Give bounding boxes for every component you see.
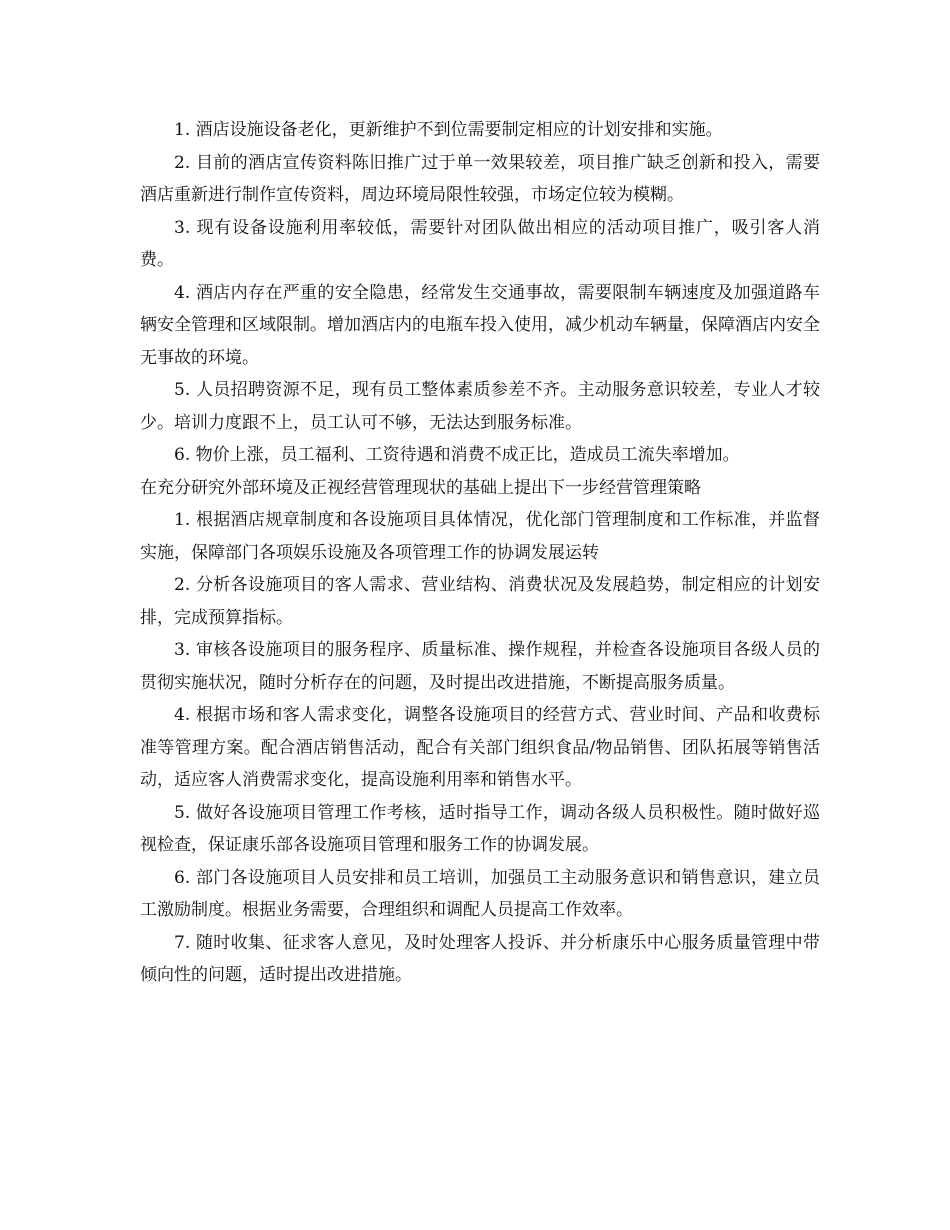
paragraph-strategy-7: 7. 随时收集、征求客人意见，及时处理客人投诉、并分析康乐中心服务质量管理中带倾向性的问题，适时提出改进措施。: [140, 932, 820, 985]
paragraph-issue-1: 1. 酒店设施设备老化，更新维护不到位需要制定相应的计划安排和实施。: [174, 120, 723, 140]
paragraph-issue-3: 3. 现有设备设施利用率较低，需要针对团队做出相应的活动项目推广，吸引客人消费。: [140, 217, 820, 270]
paragraph-strategy-6: 6. 部门各设施项目人员安排和员工培训，加强员工主动服务意识和销售意识，建立员工激励制度。根据业务需要，合理组织和调配人员提高工作效率。: [140, 867, 820, 920]
paragraph-strategy-1: 1. 根据酒店规章制度和各设施项目具体情况，优化部门管理制度和工作标准，并监督实施，保障部门各项娱乐设施及各项管理工作的协调发展运转: [140, 510, 820, 563]
strategy-intro: 在充分研究外部环境及正视经营管理现状的基础上提出下一步经营管理策略: [140, 477, 701, 498]
paragraph-issue-2: 2. 目前的酒店宣传资料陈旧推广过于单一效果较差，项目推广缺乏创新和投入，需要酒店重新进行制作宣传资料，周边环境局限性较强，市场定位较为模糊。: [140, 152, 820, 205]
paragraph-issue-5: 5. 人员招聘资源不足，现有员工整体素质参差不齐。主动服务意识较差，专业人才较少。培训力度跟不上，员工认可不够，无法达到服务标准。: [140, 380, 820, 433]
paragraph-strategy-5: 5. 做好各设施项目管理工作考核，适时指导工作，调动各级人员积极性。随时做好巡视检查，保证康乐部各设施项目管理和服务工作的协调发展。: [140, 802, 820, 855]
paragraph-strategy-4: 4. 根据市场和客人需求变化，调整各设施项目的经营方式、营业时间、产品和收费标准等管理方案。配合酒店销售活动，配合有关部门组织食品/物品销售、团队拓展等销售活动，适应客人消费需求变化，提高设施利用率和销售水平。: [140, 705, 820, 790]
document-body: [140, 114, 820, 992]
paragraph-issue-6: 6. 物价上涨，员工福利、工资待遇和消费不成正比，造成员工流失率增加。: [174, 445, 740, 465]
paragraph-issue-4: 4. 酒店内存在严重的安全隐患，经常发生交通事故，需要限制车辆速度及加强道路车辆安全管理和区域限制。增加酒店内的电瓶车投入使用，减少机动车辆量，保障酒店内安全无事故的环境。: [140, 282, 820, 368]
paragraph-strategy-2: 2. 分析各设施项目的客人需求、营业结构、消费状况及发展趋势，制定相应的计划安排，完成预算指标。: [140, 575, 820, 628]
paragraph-strategy-3: 3. 审核各设施项目的服务程序、质量标准、操作规程，并检查各设施项目各级人员的贯彻实施状况，随时分析存在的问题，及时提出改进措施，不断提高服务质量。: [140, 640, 820, 693]
